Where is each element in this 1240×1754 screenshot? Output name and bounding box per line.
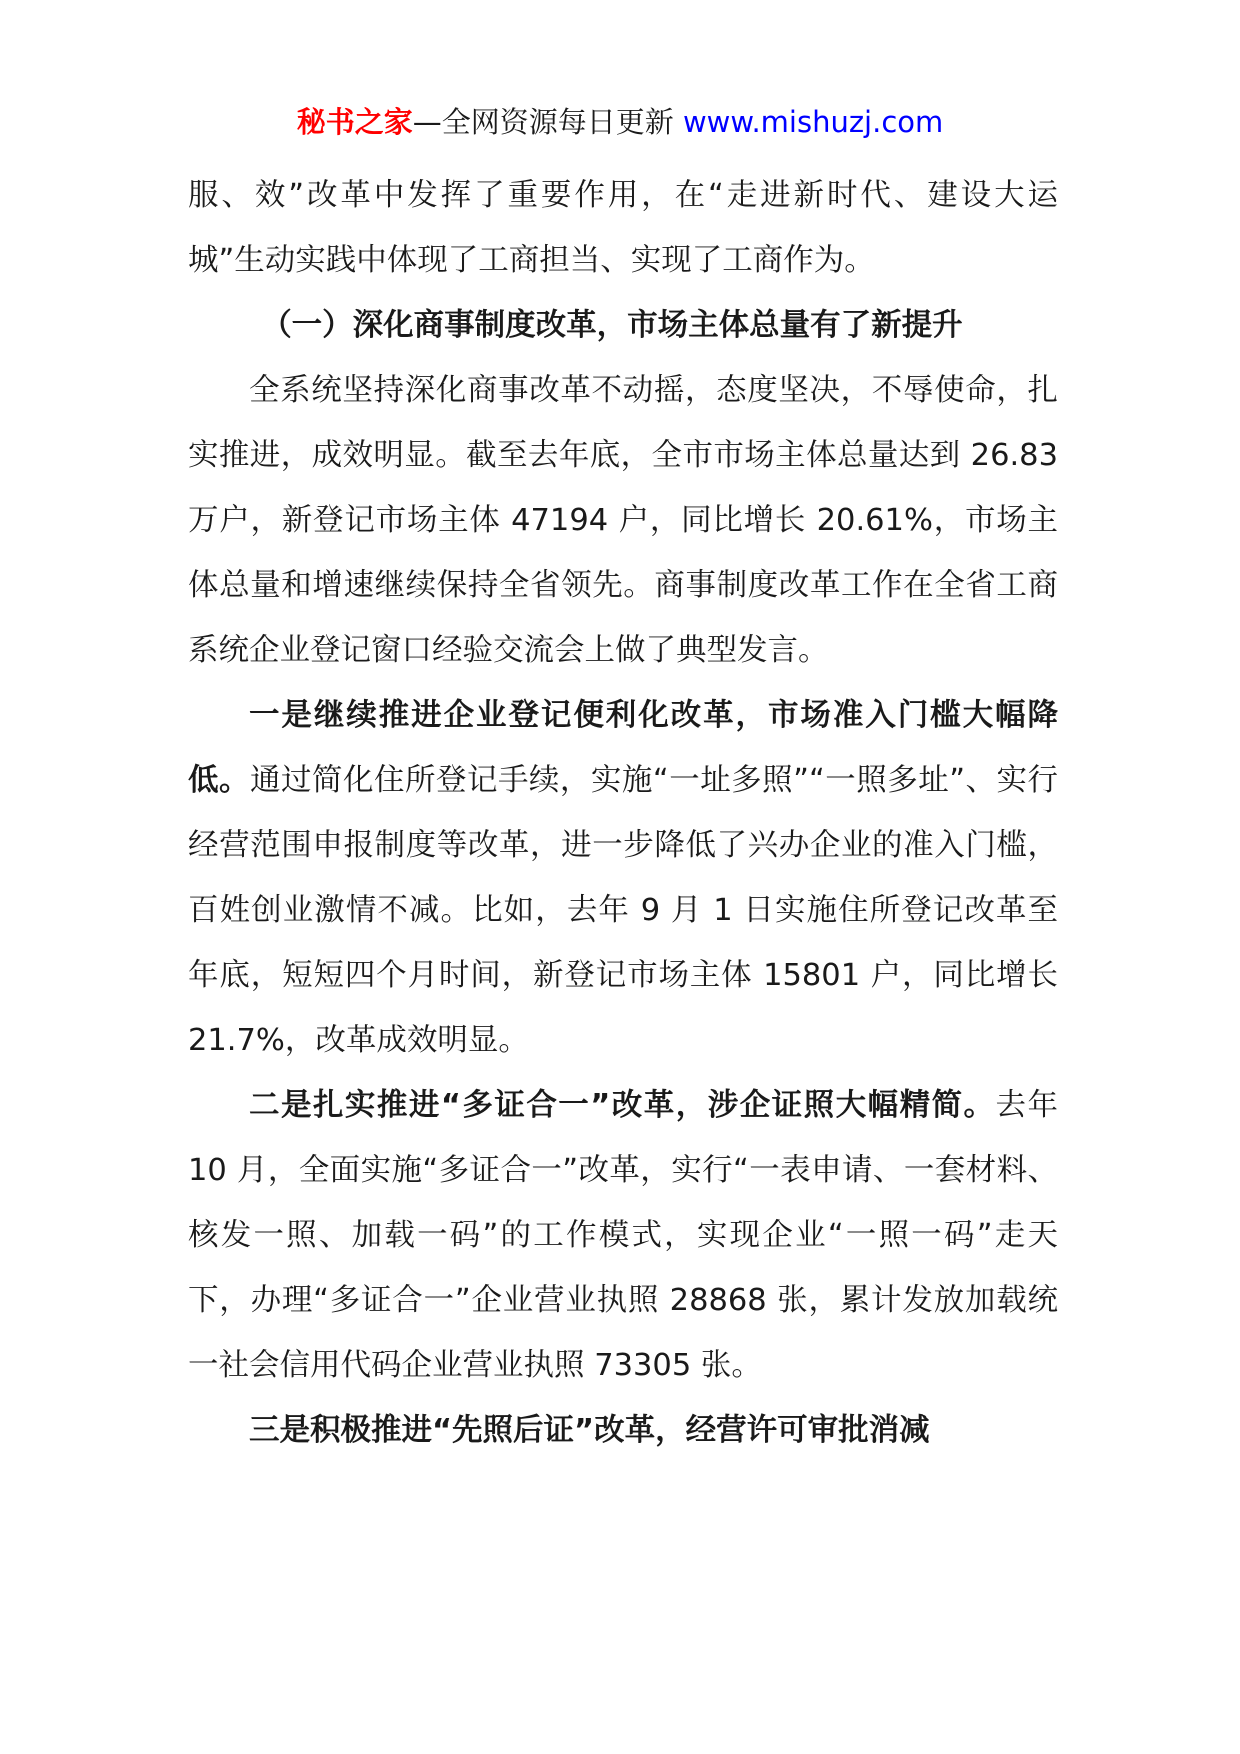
item-3-lead: 三是积极推进“先照后证”改革，经营许可审批消减 xyxy=(249,1413,930,1448)
item-2-lead: 二是扎实推进“多证合一”改革，涉企证照大幅精简。 xyxy=(249,1088,996,1123)
paragraph-item-2 xyxy=(188,1073,1058,1398)
paragraph-item-3 xyxy=(188,1398,1058,1463)
brand-name: 秘书之家 xyxy=(296,105,413,139)
item-2-body: 去年 10 月，全面实施“多证合一”改革，实行“一表申请、一套材料、核发一照、加载一码”的工作模式，实现企业“一照一码”走天下，办理“多证合一”企业营业执照 28868 张，累计发放加载统一社会信用代码企业营业执照 73305 张。 xyxy=(188,1088,1059,1383)
item-1-lead: 一是继续推进企业登记便利化改革，市场准入门槛大幅降低。 xyxy=(188,698,1058,798)
header-slogan: —全网资源每日更新 xyxy=(412,105,674,139)
paragraph-item-1 xyxy=(188,683,1058,1073)
section-heading: （一）深化商事制度改革，市场主体总量有了新提升 xyxy=(261,308,963,343)
item-1-body: 通过简化住所登记手续，实施“一址多照”“一照多址”、实行经营范围申报制度等改革，进一步降低了兴办企业的准入门槛，百姓创业激情不减。比如，去年 9 月 1 日实施住所登记改革至年底，短短四个月时间，新登记市场主体 15801 户，同比增长 21.7%，改革成效明显。 xyxy=(188,763,1059,1058)
paragraph-summary: 全系统坚持深化商事改革不动摇，态度坚决，不辱使命，扎实推进，成效明显。截至去年底，全市市场主体总量达到 26.83 万户，新登记市场主体 47194 户，同比增长 20.61%，市场主体总量和增速继续保持全省领先。商事制度改革工作在全省工商系统企业登记窗口经验交流会上做了典型发言。 xyxy=(188,373,1058,668)
paragraph-continuation: 服、效”改革中发挥了重要作用，在“走进新时代、建设大运城”生动实践中体现了工商担当、实现了工商作为。 xyxy=(188,178,1058,278)
document-body xyxy=(188,163,1058,1463)
page-header xyxy=(0,102,1240,142)
site-url-link[interactable]: www.mishuzj.com xyxy=(682,105,944,139)
